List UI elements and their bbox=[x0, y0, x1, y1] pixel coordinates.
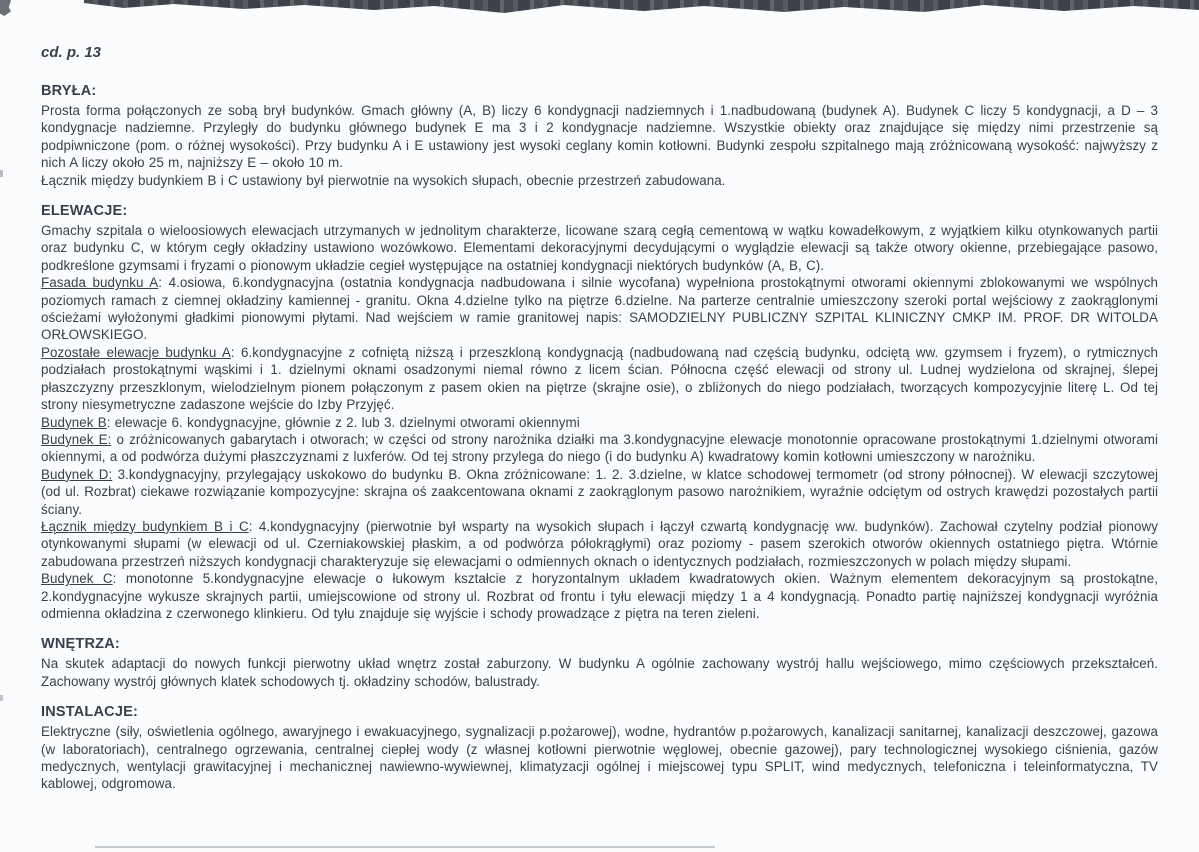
scan-artifact-speck bbox=[0, 695, 3, 701]
paragraph-lead: Budynek B bbox=[41, 414, 107, 430]
paragraph-text: Prosta forma połączonych ze sobą brył budynków. Gmach główny (A, B) liczy 6 kondygnacji nadziemnych i 1.nadbudowaną (budynek A). Budynek C liczy 5 kondygnacji, a D – 3 kondygnacje nadziemne. Przyległy do budynku głównego budynek E ma 3 i 2 kondygnacje nadziemne. Wszystkie obiekty oraz znajdujące się między nimi przestrzenie są podpiwniczone (pom. o różnej wysokości). Przy budynku A i E ustawiony jest wysoki ceglany komin kotłowni. Budynki zespołu szpitalnego mają zróżnicowaną wysokość: najwyższy z nich A liczy około 25 m, najniższy E – około 10 m. bbox=[41, 103, 1158, 171]
paragraph-lead: Budynek C bbox=[41, 571, 113, 587]
scan-artifact-corner bbox=[0, 0, 11, 16]
paragraph bbox=[41, 723, 1158, 793]
scan-artifact-top-band bbox=[84, 0, 1199, 14]
scan-artifact-bottom-line bbox=[95, 846, 715, 848]
paragraph-text: Łącznik między budynkiem B i C ustawiony był pierwotnie na wysokich słupach, obecnie przestrzeń zabudowana. bbox=[41, 172, 726, 188]
paragraph-text: Elektryczne (siły, oświetlenia ogólnego, awaryjnego i ewakuacyjnego, sygnalizacji p.pożarowej), wodne, hydrantów p.pożarowych, kanalizacji sanitarnej, kanalizacji deszczowej, gazowa (w laboratoriach), centralnego ogrzewania, centralnej ciepłej wody (z własnej kotłowni pierwotnie węglowej, obecnie gazowej), pary technologicznej wysokiego ciśnienia, gazów medycznych, wentylacji grawitacyjnej i mechanicznej nawiewno-wywiewnej, klimatyzacji ogólnej i miejscowej typu SPLIT, wind medycznych, telefoniczna i teleinformatyczna, TV kablowej, odgromowa. bbox=[41, 724, 1158, 792]
scan-artifact-speck bbox=[0, 170, 3, 177]
paragraph-budynek-b bbox=[41, 414, 1158, 431]
paragraph-budynek-d bbox=[41, 466, 1158, 518]
paragraph-pozostale-a bbox=[41, 344, 1158, 414]
paragraph-budynek-e bbox=[41, 431, 1158, 466]
paragraph-text: : elewacje 6. kondygnacyjne, głównie z 2. lub 3. dzielnymi otworami okiennymi bbox=[106, 414, 580, 430]
section-elewacje bbox=[41, 203, 1158, 622]
paragraph-budynek-c bbox=[41, 570, 1158, 622]
paragraph-text: : 6.kondygnacyjne z cofniętą niższą i przeszkloną kondygnacją (nadbudowaną nad częścią budynku, odciętą ww. gzymsem i fryzem), o rytmicznych podziałach prostokątnymi wąskimi i 1. dzielnymi oknami osadzonymi niemal równo z licem ścian. Północna część elewacji od strony ul. Ludnej wydzielona od skrajnej, ślepej płaszczyzny przeszklonym, wielodzielnym pionem połączonym z pasem okien na piętrze (skrajne osie), o zbliżonych do niego podziałach, tworzących kompozycyjnie literę L. Od tej strony niesymetryczne zadaszone wejście do Izby Przyjęć. bbox=[41, 344, 1158, 413]
document-page bbox=[41, 44, 1158, 793]
section-wnetrza bbox=[41, 636, 1158, 690]
section-bryla bbox=[41, 83, 1158, 189]
paragraph-lead: Pozostałe elewacje budynku A bbox=[41, 344, 231, 360]
continuation-label: cd. p. 13 bbox=[41, 44, 102, 61]
section-heading-instalacje: INSTALACJE: bbox=[41, 704, 138, 721]
section-instalacje bbox=[41, 704, 1158, 793]
paragraph-lead: Budynek D: bbox=[41, 466, 113, 482]
section-heading-bryla: BRYŁA: bbox=[41, 83, 97, 99]
paragraph-text: Na skutek adaptacji do nowych funkcji pierwotny układ wnętrz został zaburzony. W budynku A ogólnie zachowany wystrój hallu wejściowego, mimo częściowych przekształceń. Zachowany wystrój głównych klatek schodowych tj. okładziny schodów, balustrady. bbox=[41, 656, 1158, 689]
paragraph-lead: Budynek E: bbox=[41, 431, 112, 447]
paragraph-text: o zróżnicowanych gabarytach i otworach; w części od strony narożnika działki ma 3.kondygnacyjne elewacje monotonnie opracowane prostokątnymi 1.dzielnymi otworami okiennymi, a od podwórza dużymi płaszczyznami z luxferów. Od tej strony przylega do niego (i do budynku A) kwadratowy komin kotłowni umieszczony w narożniku. bbox=[41, 431, 1158, 465]
paragraph bbox=[41, 222, 1158, 274]
paragraph-text: Gmachy szpitala o wieloosiowych elewacjach utrzymanych w jednolitym charakterze, licowane szarą cegłą cementową w wątku kowadełkowym, z wyjątkiem kilku otynkowanych partii oraz budynku C, w którym cegły okładziny ustawiono wozówkowo. Elementami dekoracyjnymi decydującymi o wyglądzie elewacji są także otwory okienne, przebiegające pasowo, podkreślone gzymsami i fryzami o pionowym układzie cegieł występujące na ostatniej kondygnacji niektórych budynków (A, B, C). bbox=[41, 223, 1158, 273]
paragraph-text: 3.kondygnacyjny, przylegający uskokowo do budynku B. Okna zróżnicowane: 1. 2. 3.dzielne, w klatce schodowej termometr (od strony północnej). W elewacji szczytowej (od ul. Rozbrat) ciekawe rozwiązanie kompozycyjne: skrajna oś zaakcentowana oknami z zaokrąglonym pasowo narożnikiem, wyraźnie odciętym od ostrych krawędzi pozostałych partii ściany. bbox=[41, 466, 1158, 517]
paragraph-text: : monotonne 5.kondygnacyjne elewacje o łukowym kształcie z horyzontalnym układem kwadratowych okien. Ważnym elementem dekoracyjnym są prostokątne, 2.kondygnacyjne wykusze skrajnych partii, umiejscowione od strony ul. Rozbrat od frontu i tyłu elewacji między 1 a 4 kondygnacją. Ponadto partię najniższej kondygnacji wyróżnia odmienna okładzina z czerwonego klinkieru. Od tyłu znajduje się wyjście i schody prowadzące z piętra na teren zieleni. bbox=[41, 571, 1159, 621]
paragraph-text: : 4.kondygnacyjny (pierwotnie był wsparty na wysokich słupach i łączył czwartą kondygnację ww. budynków). Zachował czytelny podział pionowy otynkowanymi słupami (w elewacji od ul. Czerniakowskiej płaskim, a od podwórza półokrągłymi) oraz poziomy - pasem szerokich otworów okiennych ostatniego piętra. Wtórnie zabudowana przestrzeń niższych kondygnacji charakteryzuje się elewacjami o odmiennych oknach o identycznych podziałach, rozmieszczonych w polach między słupami. bbox=[41, 518, 1158, 569]
paragraph bbox=[41, 172, 1158, 189]
section-heading-elewacje: ELEWACJE: bbox=[41, 203, 128, 220]
paragraph-lacznik-bc bbox=[41, 518, 1158, 570]
section-heading-wnetrza: WNĘTRZA: bbox=[41, 636, 120, 653]
paragraph-lead: Łącznik między budynkiem B i C bbox=[41, 518, 249, 534]
paragraph-lead: Fasada budynku A bbox=[41, 275, 159, 291]
paragraph bbox=[41, 655, 1158, 690]
paragraph-text: : 4.osiowa, 6.kondygnacyjna (ostatnia kondygnacja nadbudowana i silnie wycofana) wypełniona prostokątnymi otworami okiennymi zblokowanymi we wspólnych poziomych ramach z ciemnej okładziny kamiennej - granitu. Okna 4.dzielne tylko na piętrze 6.dzielne. Na parterze centralnie umieszczony szeroki portal wejściowy z zaokrąglonymi ościeżami wyłożonymi gładkimi pionowymi płytami. Nad wejściem w ramie granitowej napis: SAMODZIELNY PUBLICZNY SZPITAL KLINICZNY CMKP IM. PROF. DR WITOLDA ORŁOWSKIEGO. bbox=[41, 275, 1158, 343]
paragraph bbox=[41, 102, 1158, 172]
paragraph-fasada-a bbox=[41, 274, 1158, 344]
